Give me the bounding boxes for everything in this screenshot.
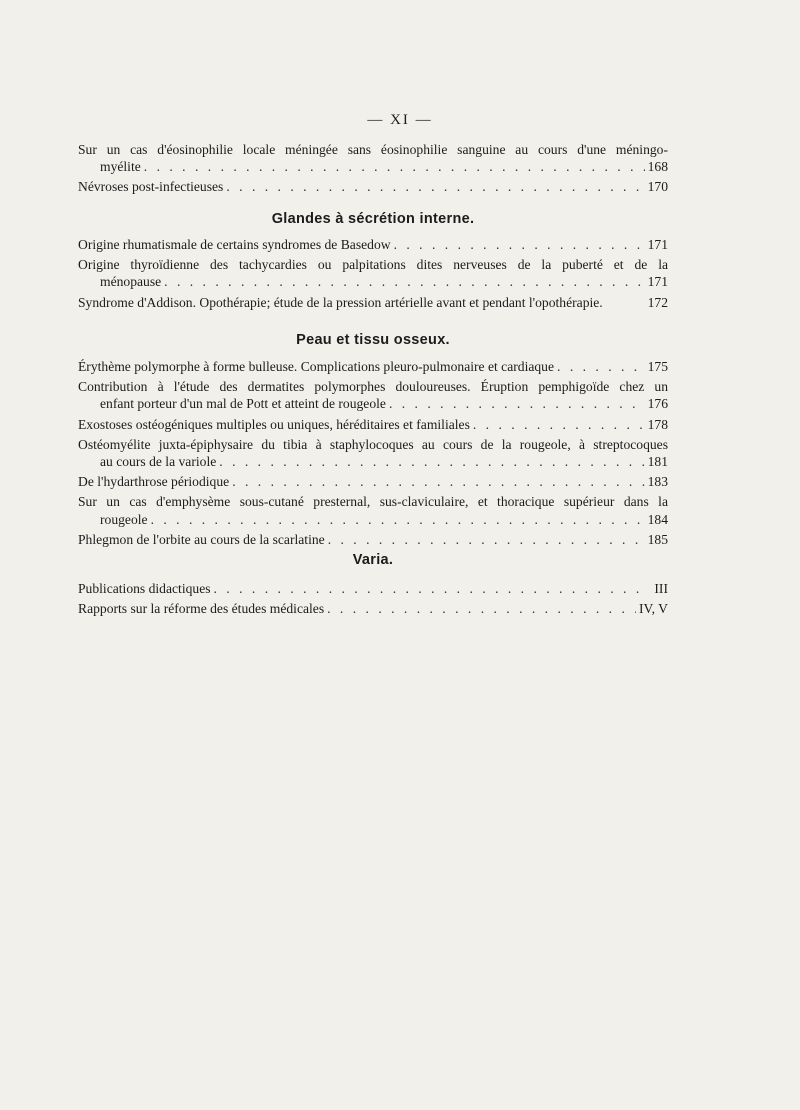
leader-dots	[151, 511, 645, 528]
toc-entry	[78, 378, 668, 412]
toc-entry-title: De l'hydarthrose périodique	[78, 474, 230, 490]
toc-page-number: 181	[647, 454, 668, 470]
toc-entry-title: Origine rhumatismale de certains syndromes de Basedow	[78, 237, 391, 252]
toc-entry-title: Érythème polymorphe à forme bulleuse. Complications pleuro-pulmonaire et cardiaque	[78, 359, 555, 374]
toc-page-number: 175	[647, 359, 668, 374]
toc-entry-title-cont: rougeole	[100, 511, 148, 527]
toc-entry-title: Rapports sur la réforme des études médicales	[78, 601, 325, 617]
leader-dots	[328, 531, 645, 548]
section-glandes	[78, 211, 668, 314]
toc-entry-title: Phlegmon de l'orbite au cours de la scarlatine	[78, 531, 325, 547]
toc-entry-title: Exostoses ostéogéniques multiples ou uniques, héréditaires et familiales	[78, 416, 470, 432]
leader-dots	[232, 473, 644, 490]
toc-page-number: 168	[647, 159, 668, 175]
toc-entry-title: Origine thyroïdienne des tachycardies ou palpitations dites nerveuses de la puberté et de la	[78, 257, 668, 273]
section-neurology	[78, 141, 668, 199]
leader-dots	[214, 580, 647, 597]
leader-dots	[226, 178, 644, 195]
toc-page-number: 171	[647, 237, 668, 252]
toc-entry	[78, 473, 668, 490]
toc-page-number: IV, V	[639, 601, 668, 617]
toc-entry	[78, 600, 668, 617]
section-heading: Varia.	[352, 552, 394, 568]
toc-entry-title: Sur un cas d'éosinophilie locale méningée sans éosinophilie sanguine au cours d'une méningo-	[78, 142, 668, 157]
section-peau	[78, 332, 668, 551]
toc-entry-title-cont: ménopause	[100, 274, 162, 290]
leader-dots	[557, 358, 645, 375]
toc-entry	[78, 531, 668, 548]
toc-page-number: 183	[647, 474, 668, 490]
toc-entry	[78, 358, 668, 375]
toc-entry	[78, 294, 668, 311]
toc-entry-title: Névroses post-infectieuses	[78, 179, 224, 195]
toc-entry-title-cont: myélite	[100, 159, 141, 175]
toc-page-number: 170	[647, 179, 668, 195]
leader-dots	[144, 158, 645, 175]
toc-entry-title: Sur un cas d'emphysème sous-cutané presternal, sus-claviculaire, et thoracique supérieur dans la	[78, 494, 668, 510]
toc-page-number: 185	[647, 531, 668, 547]
toc-page-number: 171	[647, 274, 668, 290]
toc-entry-title: Ostéomyélite juxta-épiphysaire du tibia à staphylocoques au cours de la rougeole, à streptocoques	[78, 436, 668, 452]
toc-entry-title-cont: au cours de la variole	[100, 454, 217, 470]
page-folio: — XI —	[367, 112, 433, 128]
toc-page-number: III	[654, 581, 668, 596]
toc-entry	[78, 493, 668, 527]
toc-page-number: 184	[647, 511, 668, 527]
leader-dots	[164, 273, 644, 290]
leader-dots	[219, 453, 644, 470]
leader-dots	[389, 395, 645, 412]
section-heading: Peau et tissu osseux.	[296, 332, 450, 348]
toc-page-number: 176	[647, 396, 668, 412]
section-varia	[78, 552, 668, 620]
leader-dots	[327, 600, 636, 617]
toc-entry-title-cont: enfant porteur d'un mal de Pott et atteint de rougeole	[100, 396, 386, 412]
section-heading: Glandes à sécrétion interne.	[271, 211, 475, 227]
toc-entry	[78, 416, 668, 433]
toc-entry-title: Syndrome d'Addison. Opothérapie; étude de la pression artérielle avant et pendant l'opothérapie.	[78, 294, 603, 310]
toc-entry	[78, 436, 668, 470]
toc-page-number: 178	[647, 416, 668, 432]
toc-entry-title: Contribution à l'étude des dermatites polymorphes douloureuses. Éruption pemphigoïde chez un	[78, 379, 668, 395]
leader-dots	[394, 236, 645, 253]
toc-entry	[78, 256, 668, 290]
toc-entry	[78, 178, 668, 195]
toc-entry	[78, 580, 668, 597]
leader-dots	[473, 416, 645, 433]
toc-entry	[78, 141, 668, 175]
toc-page-number: 172	[647, 294, 668, 310]
toc-entry	[78, 236, 668, 253]
toc-entry-title: Publications didactiques	[78, 581, 211, 596]
